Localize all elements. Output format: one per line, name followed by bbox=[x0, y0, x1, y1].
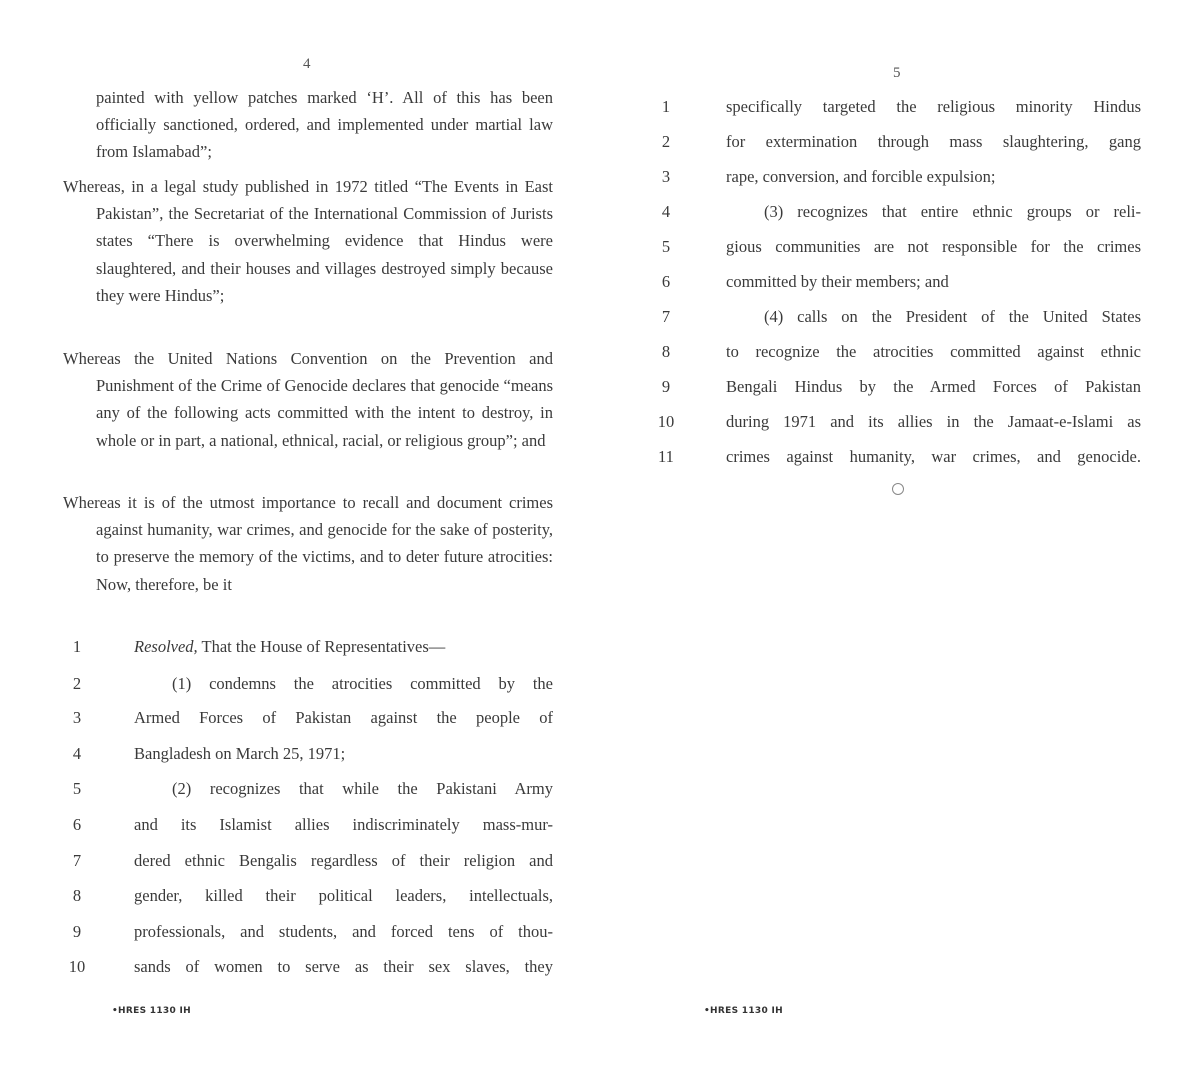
line-text: to recognize the atrocities committed against ethnic bbox=[726, 342, 1141, 361]
line-text: crimes against humanity, war crimes, and genocide. bbox=[726, 447, 1141, 466]
line-text: dered ethnic Bengalis regardless of their religion and bbox=[134, 851, 553, 870]
line-text: Resolved, That the House of Representatives— bbox=[134, 637, 446, 656]
page-number: 5 bbox=[893, 65, 901, 81]
line-text: Armed Forces of Pakistan against the people of bbox=[134, 708, 553, 727]
line-number: 6 bbox=[661, 272, 671, 291]
line-number: 7 bbox=[72, 851, 82, 870]
line-text: (3) recognizes that entire ethnic groups or reli- bbox=[764, 202, 1141, 221]
line-number: 5 bbox=[661, 237, 671, 256]
page-5 bbox=[600, 0, 1200, 1072]
line-number: 3 bbox=[72, 708, 82, 727]
line-number: 6 bbox=[72, 815, 82, 834]
line-text: (4) calls on the President of the United States bbox=[764, 307, 1141, 326]
line-text: specifically targeted the religious minority Hindus bbox=[726, 97, 1141, 116]
line-text: Bengali Hindus by the Armed Forces of Pakistan bbox=[726, 377, 1141, 396]
line-text: professionals, and students, and forced tens of thou- bbox=[134, 922, 553, 941]
line-number: 1 bbox=[661, 97, 671, 116]
line-text: (2) recognizes that while the Pakistani Army bbox=[172, 779, 553, 798]
line-text: sands of women to serve as their sex slaves, they bbox=[134, 957, 553, 976]
bill-footer: •HRES 1130 IH bbox=[704, 1006, 783, 1016]
line-text: Bangladesh on March 25, 1971; bbox=[134, 744, 346, 763]
line-text: rape, conversion, and forcible expulsion; bbox=[726, 167, 996, 186]
line-number: 9 bbox=[72, 922, 82, 941]
line-number: 10 bbox=[657, 412, 675, 431]
whereas-paragraph-genocide-convention: Whereas the United Nations Convention on the Prevention and Punishment of the Crime of Genocide declares that genocide “means any of the following acts committed with the intent to destroy, in whole or in part, a national, ethnical, racial, or religious group”; and bbox=[63, 349, 553, 450]
line-number: 10 bbox=[68, 957, 86, 976]
end-of-document-circle-icon bbox=[892, 483, 904, 495]
line-number: 7 bbox=[661, 307, 671, 326]
line-number: 11 bbox=[658, 447, 674, 466]
line-text: gender, killed their political leaders, intellectuals, bbox=[134, 886, 553, 905]
line-number: 8 bbox=[72, 886, 82, 905]
line-text: committed by their members; and bbox=[726, 272, 949, 291]
line-text: during 1971 and its allies in the Jamaat-e-Islami as bbox=[726, 412, 1141, 431]
line-number: 2 bbox=[661, 132, 671, 151]
whereas-paragraph-importance: Whereas it is of the utmost importance to recall and document crimes against humanity, war crimes, and genocide for the sake of posterity, to preserve the memory of the victims, and to deter future atrocities: Now, therefore, be it bbox=[63, 493, 553, 594]
line-text: (1) condemns the atrocities committed by the bbox=[172, 674, 553, 693]
line-number: 8 bbox=[661, 342, 671, 361]
line-text: for extermination through mass slaughtering, gang bbox=[726, 132, 1141, 151]
line-number: 4 bbox=[661, 202, 671, 221]
line-text: and its Islamist allies indiscriminately mass-mur- bbox=[134, 815, 553, 834]
line-number: 2 bbox=[72, 674, 82, 693]
resolved-word: Resolved, bbox=[134, 637, 198, 656]
line-number: 3 bbox=[661, 167, 671, 186]
line-number: 9 bbox=[661, 377, 671, 396]
whereas-paragraph-continued: painted with yellow patches marked ‘H’. All of this has been officially sanctioned, ordered, and implemented under martial law from Islamabad”; bbox=[96, 88, 553, 162]
line-number: 1 bbox=[72, 637, 82, 656]
line-text: gious communities are not responsible for the crimes bbox=[726, 237, 1141, 256]
line-number: 4 bbox=[72, 744, 82, 763]
bill-footer: •HRES 1130 IH bbox=[112, 1006, 191, 1016]
line-number: 5 bbox=[72, 779, 82, 798]
page-number: 4 bbox=[303, 56, 311, 72]
whereas-paragraph-legal-study: Whereas, in a legal study published in 1972 titled “The Events in East Pakistan”, the Secretariat of the International Commission of Jurists states “There is overwhelming evidence that Hindus were slaughtered, and their houses and villages destroyed simply because they were Hindus”; bbox=[63, 177, 553, 305]
